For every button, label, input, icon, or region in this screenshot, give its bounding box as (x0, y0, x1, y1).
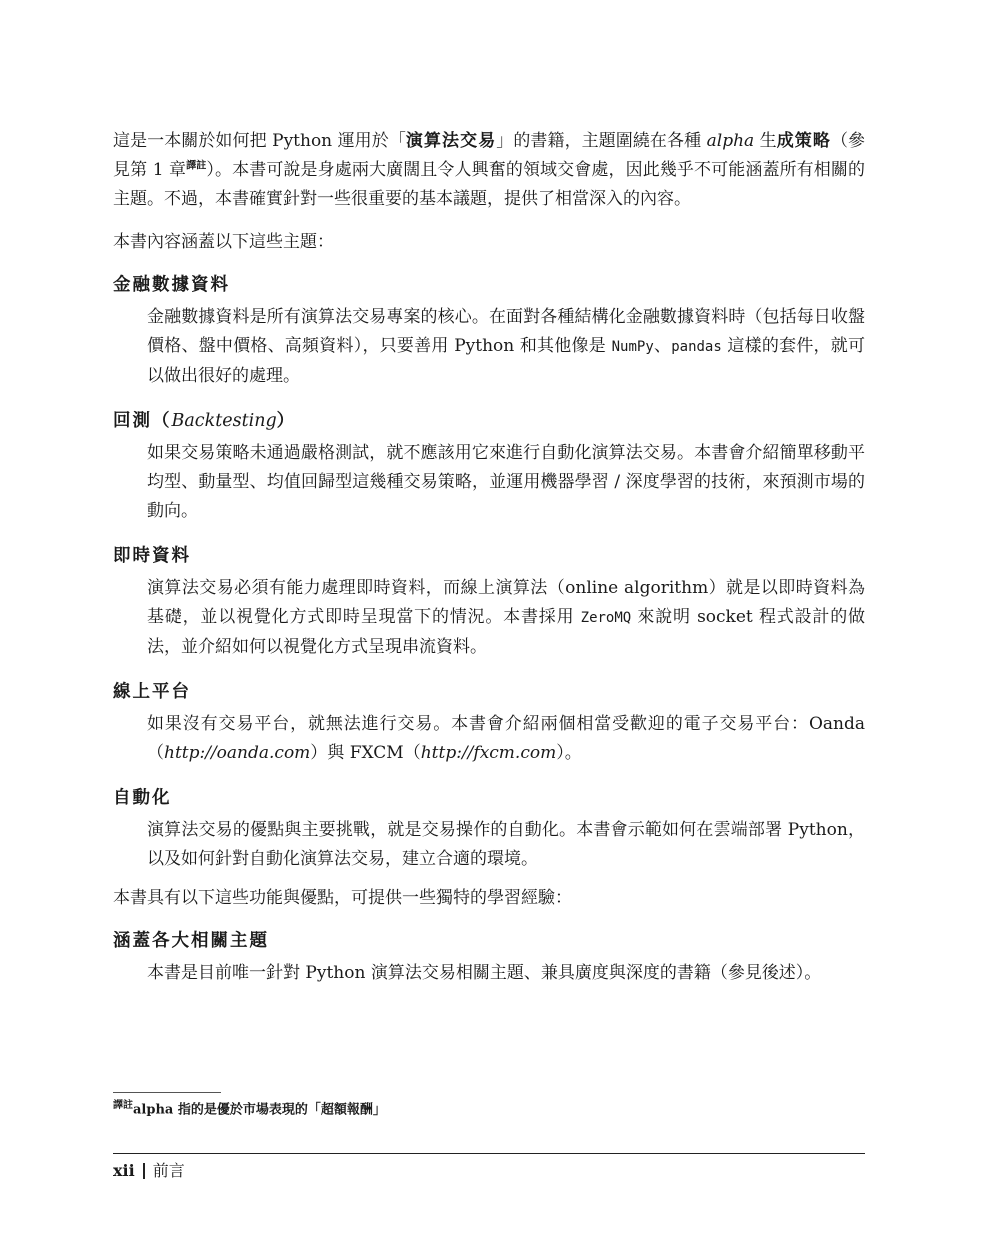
term-text: ） (276, 411, 297, 431)
feature-term: 涵蓋各大相關主題 (113, 931, 269, 951)
footnote-marker: 譯註 (186, 160, 207, 172)
page-number: xii (113, 1161, 135, 1180)
intro-text: ）。本書可說是身處兩大廣闊且令人興奮的領域交會處，因此幾乎不可能涵蓋所有相關的主題。不過，本書確實針對一些很重要的基本議題，提供了相當深入的內容。 (113, 160, 866, 209)
topic-term: 金融數據資料 (113, 275, 230, 295)
footer-divider (113, 1153, 865, 1154)
definition-text: ）。 (556, 743, 582, 763)
intro-text: 這是一本關於如何把 Python 運用於「 (113, 131, 406, 151)
code-term: ZeroMQ (580, 610, 632, 626)
term-italic: Backtesting (171, 411, 277, 431)
topic-definition: 演算法交易的優點與主要挑戰，就是交易操作的自動化。本書會示範如何在雲端部署 Python，以及如何針對自動化演算法交易，建立合適的環境。 (147, 820, 865, 869)
page-footer (113, 1159, 185, 1183)
intro-text: （參見第 1 章 (113, 131, 866, 180)
url-link[interactable]: http://fxcm.com (420, 743, 557, 763)
topic-definition: 如果交易策略未通過嚴格測試，就不應該用它來進行自動化演算法交易。本書會介紹簡單移動平均型、動量型、均值回歸型這幾種交易策略，並運用機器學習 / 深度學習的技術，來預測市場的動向。 (147, 443, 865, 521)
topic-term: 即時資料 (113, 546, 191, 566)
topic-term: 自動化 (113, 788, 172, 808)
footer-separator (143, 1163, 145, 1179)
topic-term (113, 407, 865, 435)
intro-paragraph (113, 127, 865, 214)
intro-text: 」的書籍，主題圍繞在各種 (496, 131, 707, 151)
code-term: pandas (671, 339, 722, 355)
topic-definition (147, 710, 865, 768)
definition-text: 如果沒有交易平台，就無法進行交易。本書會介紹兩個相當受歡迎的電子交易平台：Oanda（ (147, 714, 865, 763)
topic-definition (147, 303, 865, 391)
topics-intro: 本書內容涵蓋以下這些主題： (113, 232, 334, 252)
section-name: 前言 (152, 1161, 185, 1180)
intro-term: 成策略 (776, 131, 831, 151)
definition-text: 金融數據資料是所有演算法交易專案的核心。在面對各種結構化金融數據資料時（包括每日收盤價格、盤中價格、高頻資料），只要善用 Python 和其他像是 (147, 307, 865, 356)
definition-text: 演算法交易必須有能力處理即時資料，而線上演算法（online algorithm）就是以即時資料為基礎，並以視覺化方式即時呈現當下的情況。本書採用 (147, 578, 865, 627)
footnote-divider (113, 1092, 221, 1093)
feature-definition: 本書是目前唯一針對 Python 演算法交易相關主題、兼具廣度與深度的書籍（參見後述）。 (147, 963, 822, 983)
footnote-mark: 譯註 (113, 1100, 133, 1111)
topic-term: 線上平台 (113, 682, 191, 702)
footnote-text: alpha 指的是優於市場表現的「超額報酬」 (133, 1102, 386, 1118)
url-link[interactable]: http://oanda.com (164, 743, 311, 763)
features-intro: 本書具有以下這些功能與優點，可提供一些獨特的學習經驗： (113, 888, 572, 908)
intro-term: 演算法交易 (405, 131, 497, 151)
topic-definition (147, 574, 865, 662)
footnote (113, 1096, 386, 1120)
intro-alpha: alpha (706, 131, 755, 151)
definition-text: ）與 FXCM（ (310, 743, 421, 763)
term-text: 回測（ (113, 411, 172, 431)
definition-text: 來說明 socket 程式設計的做法，並介紹如何以視覺化方式呈現串流資料。 (147, 607, 866, 657)
page-content (113, 127, 865, 1004)
definition-text: 這樣的套件，就可以做出很好的處理。 (147, 336, 866, 386)
code-term: NumPy (611, 339, 654, 355)
intro-text: 生 (754, 131, 777, 151)
definition-text: 、 (653, 336, 672, 356)
